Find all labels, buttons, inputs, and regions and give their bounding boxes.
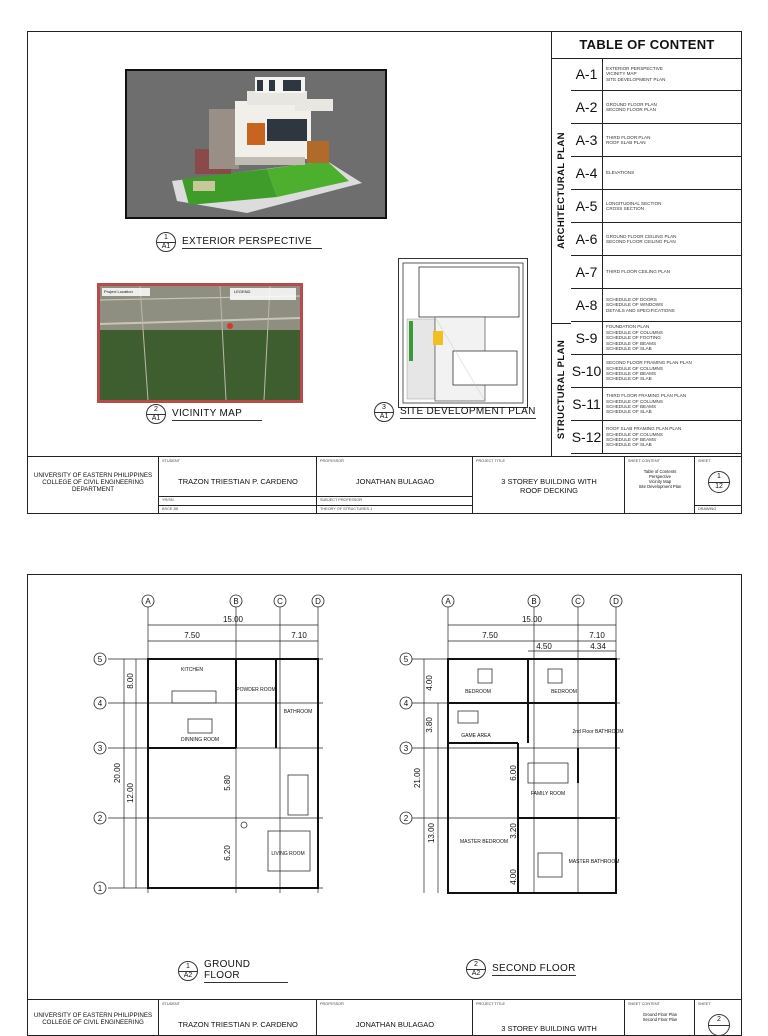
toc-item: THIRD FLOOR CEILING PLAN	[606, 269, 671, 275]
view-number: 2	[467, 960, 485, 970]
view-number-circle	[178, 961, 198, 981]
project-title-cell	[472, 457, 625, 514]
dimension: 5.80	[223, 775, 232, 791]
subject-professor-label: SUBJECT PROFESSOR	[320, 498, 363, 502]
toc-row	[571, 124, 742, 157]
toc-sheet-items	[603, 256, 670, 288]
year-label: YR/SN	[162, 498, 174, 502]
dimension: 4.00	[509, 869, 518, 885]
toc-row	[571, 58, 742, 91]
toc-item: SCHEDULE OF SLAB	[606, 442, 652, 448]
sheet-content-cell	[624, 457, 695, 514]
dimension: 4.34	[590, 642, 606, 651]
toc-sheet-items	[603, 58, 665, 90]
title-block	[28, 999, 741, 1036]
toc-sheet-items	[603, 190, 661, 222]
toc-sheet-code: A-1	[571, 58, 603, 90]
view-sheet-ref: A2	[183, 972, 193, 979]
view-title: SECOND FLOOR	[492, 962, 576, 974]
sheet-1	[27, 31, 742, 514]
grid-number: 3	[97, 744, 103, 753]
toc-sheet-items	[603, 124, 650, 156]
ground-floor-plan	[88, 593, 338, 903]
toc-row	[571, 322, 742, 355]
sheet-2	[27, 574, 742, 1036]
toc-item: SCHEDULE OF COLUMNS	[606, 398, 663, 404]
structural-plan-label: STRUCTURAL PLAN	[556, 339, 567, 440]
room-label: MASTER BATHROOM	[568, 859, 620, 865]
site-development-plan-label	[374, 402, 536, 422]
title-block	[28, 456, 741, 514]
professor-cell	[316, 1000, 473, 1036]
architectural-plan-label: ARCHITECTURAL PLAN	[556, 132, 567, 249]
map-tab-label: Project Location	[104, 289, 133, 294]
exterior-perspective-label	[156, 232, 322, 252]
sheet-number-cell	[694, 1000, 742, 1036]
toc-sheet-code: S-12	[571, 421, 603, 453]
toc-sheet-code: S-11	[571, 388, 603, 420]
dimension: 4.50	[536, 642, 552, 651]
grid-number: 2	[403, 814, 409, 823]
dimension-total: 20.00	[113, 762, 122, 784]
toc-item: VICINITY MAP	[606, 71, 637, 77]
toc-item: SCHEDULE OF BEAMS	[606, 404, 657, 409]
toc-item: SCHEDULE OF BEAMS	[606, 437, 657, 442]
sheet-content-list	[625, 469, 695, 489]
toc-sheet-code: A-4	[571, 157, 603, 189]
toc-item: SCHEDULE OF BEAMS	[606, 371, 657, 376]
view-number-circle	[146, 404, 166, 424]
dimension: 6.00	[509, 765, 518, 781]
toc-row	[571, 388, 742, 421]
toc-sheet-items	[603, 157, 634, 189]
sheet-content-item: Vicinity Map	[648, 479, 672, 484]
toc-item: SCHEDULE OF COLUMNS	[606, 329, 663, 335]
toc-row	[571, 289, 742, 322]
view-number: 3	[375, 403, 393, 413]
toc-sheet-items	[603, 421, 681, 453]
project-label: PROJECT TITLE	[476, 459, 505, 463]
dimension: 8.00	[126, 673, 135, 689]
toc-item: ELEVATIONS	[606, 170, 635, 176]
student-label: STUDENT	[162, 1002, 180, 1006]
professor-cell	[316, 457, 473, 514]
structural-plan-section	[552, 323, 571, 456]
project-title-line: 3 STOREY BUILDING WITH	[501, 1024, 597, 1033]
dimension: 4.00	[425, 675, 434, 691]
professor-label: PROFESSOR	[320, 459, 344, 463]
toc-sheet-code: A-2	[571, 91, 603, 123]
project-title-line: ROOF DECKING	[520, 486, 578, 495]
toc-item: ROOF SLAB PLAN	[606, 140, 646, 145]
student-cell	[158, 457, 317, 514]
toc-row	[571, 256, 742, 289]
sheet-content-label: SHEET CONTENT	[628, 459, 660, 463]
toc-sheet-code: A-7	[571, 256, 603, 288]
architectural-plan-section	[552, 58, 571, 324]
toc-sheet-code: A-3	[571, 124, 603, 156]
sheet-total: 12	[715, 483, 723, 490]
dimension: 7.50	[482, 631, 498, 640]
room-label: FAMILY ROOM	[530, 791, 566, 797]
view-sheet-ref: A1	[161, 243, 171, 250]
toc-item: CROSS SECTION	[606, 206, 645, 211]
toc-sheet-items	[603, 355, 692, 387]
grid-letter: C	[575, 597, 581, 606]
ground-floor-label	[178, 959, 288, 983]
toc-sheet-code: S-9	[571, 322, 603, 354]
toc-item: SECOND FLOOR PLAN	[606, 107, 657, 112]
second-floor-label	[466, 959, 576, 979]
grid-number: 4	[403, 699, 409, 708]
toc-item: DETAILS AND SPECIFICATIONS	[606, 307, 675, 313]
toc-item: SCHEDULE OF DOORS	[606, 296, 657, 302]
toc-title: TABLE OF CONTENT	[552, 32, 742, 59]
view-title: SITE DEVELOPMENT PLAN	[400, 405, 536, 417]
toc-item: EXTERIOR PERSPECTIVE	[606, 65, 663, 71]
room-label: BATHROOM	[283, 709, 313, 715]
project-title-cell	[472, 1000, 625, 1036]
toc-sheet-code: S-10	[571, 355, 603, 387]
toc-row	[571, 190, 742, 223]
grid-letter: C	[277, 597, 283, 606]
view-sheet-ref: A1	[151, 415, 161, 422]
toc-item: LONGITUDINAL SECTION	[606, 200, 662, 206]
view-number: 1	[157, 233, 175, 243]
view-sheet-ref: A1	[379, 413, 389, 420]
toc-item: SECOND FLOOR CEILING PLAN	[606, 239, 676, 244]
dimension: 7.10	[291, 631, 307, 640]
dimension-total: 15.00	[521, 615, 543, 624]
dimension: 7.10	[589, 631, 605, 640]
student-cell	[158, 1000, 317, 1036]
sheet-content-cell	[624, 1000, 695, 1036]
grid-number: 2	[97, 814, 103, 823]
room-label: 2nd Floor BATHROOM	[572, 729, 624, 735]
toc-sheet-code: A-6	[571, 223, 603, 255]
toc-row	[571, 421, 742, 454]
school-line: UNIVERSITY OF EASTERN PHILIPPINES	[33, 1012, 153, 1019]
grid-letter: D	[315, 597, 321, 606]
second-floor-plan	[398, 593, 648, 903]
toc-sheet-items	[603, 388, 686, 420]
sheet-content-list	[625, 1012, 695, 1022]
toc-item: SECOND FLOOR FRAMING PLAN PLAN	[606, 360, 692, 366]
room-label: BEDROOM	[465, 689, 491, 695]
view-title: EXTERIOR PERSPECTIVE	[182, 236, 322, 249]
sheet-content-item: Second Floor Plan	[642, 1017, 678, 1022]
professor-name: JONATHAN BULAGAO	[355, 1020, 435, 1029]
dimension: 6.20	[223, 845, 232, 861]
school-line: COLLEGE OF CIVIL ENGINEERING	[42, 1019, 144, 1026]
map-legend-label: LEGEND	[234, 289, 251, 294]
grid-number: 4	[97, 699, 103, 708]
grid-number: 5	[403, 655, 409, 664]
school-line: DEPARTMENT	[71, 486, 115, 493]
view-number: 2	[147, 405, 165, 415]
view-title: GROUND FLOOR	[204, 959, 288, 983]
sheet-number-circle	[708, 471, 730, 493]
toc-row	[571, 355, 742, 388]
toc-sheet-items	[603, 322, 663, 354]
room-label: POWDER ROOM	[236, 687, 276, 693]
grid-letter: D	[613, 597, 619, 606]
vicinity-map-label	[146, 404, 262, 424]
dimension: 3.80	[425, 717, 434, 733]
site-development-plan	[398, 258, 528, 408]
toc-item: GROUND FLOOR PLAN	[606, 101, 657, 107]
toc-item: GROUND FLOOR CEILING PLAN	[606, 233, 677, 239]
grid-letter: B	[233, 597, 239, 606]
toc-row	[571, 157, 742, 190]
room-label: BEDROOM	[551, 689, 577, 695]
dimension: 7.50	[184, 631, 200, 640]
toc-row	[571, 223, 742, 256]
toc-item: SCHEDULE OF WINDOWS	[606, 302, 664, 308]
room-label: KITCHEN	[181, 667, 203, 673]
toc-sheet-code: A-5	[571, 190, 603, 222]
grid-letter: A	[445, 597, 451, 606]
sheet-content-item: Perspective	[649, 474, 671, 479]
course: BSCE 3B	[162, 507, 179, 511]
view-number-circle	[156, 232, 176, 252]
dimension: 13.00	[427, 822, 436, 844]
toc-item: SCHEDULE OF COLUMNS	[606, 431, 663, 437]
subject: THEORY OF STRUCTURES 1	[320, 507, 373, 511]
view-sheet-ref: A2	[471, 970, 481, 977]
view-title: VICINITY MAP	[172, 408, 262, 421]
sheet-content-label: SHEET CONTENT	[628, 1002, 660, 1006]
sheet-label: SHEET	[698, 459, 711, 463]
toc-item: FOUNDATION PLAN	[606, 324, 650, 330]
professor-name: JONATHAN BULAGAO	[355, 477, 435, 486]
dimension-total: 15.00	[222, 615, 244, 624]
toc-item: THIRD FLOOR PLAN	[606, 134, 651, 140]
sheet-number: 1	[709, 472, 729, 483]
dimension-total: 21.00	[413, 767, 422, 789]
room-label: GAME AREA	[461, 733, 491, 739]
toc-item: SCHEDULE OF BEAMS	[606, 340, 657, 346]
exterior-perspective-render	[125, 69, 387, 219]
toc-item: SCHEDULE OF SLAB	[606, 409, 652, 415]
room-label: MASTER BEDROOM	[459, 839, 509, 845]
toc-sheet-items	[603, 223, 676, 255]
dimension: 12.00	[126, 782, 135, 804]
grid-number: 5	[97, 655, 103, 664]
grid-letter: A	[145, 597, 151, 606]
toc-item: SCHEDULE OF COLUMNS	[606, 365, 663, 371]
grid-number: 1	[97, 884, 103, 893]
view-number: 1	[179, 962, 197, 972]
toc-item: ROOF SLAB FRAMING PLAN PLAN	[606, 426, 682, 432]
drawing-label: DRAWING	[698, 507, 717, 511]
grid-number: 3	[403, 744, 409, 753]
toc-sheet-code: A-8	[571, 289, 603, 321]
student-label: STUDENT	[162, 459, 180, 463]
toc-sheet-items	[603, 91, 657, 123]
student-name: TRAZON TRIESTIAN P. CARDENO	[178, 1020, 298, 1029]
project-label: PROJECT TITLE	[476, 1002, 505, 1006]
toc-item: SCHEDULE OF SLAB	[606, 346, 652, 352]
sheet-number: 2	[709, 1015, 729, 1026]
toc-sheet-items	[603, 289, 675, 321]
sheet-content-item: Table of Contents	[643, 469, 677, 474]
view-number-circle	[466, 959, 486, 979]
room-label: DINNING ROOM	[180, 737, 220, 743]
toc-row	[571, 91, 742, 124]
school-line: UNIVERSITY OF EASTERN PHILIPPINES	[33, 472, 153, 479]
grid-letter: B	[531, 597, 537, 606]
vicinity-map	[97, 283, 303, 403]
toc-item: THIRD FLOOR FRAMING PLAN PLAN	[606, 393, 687, 399]
sheet-label: SHEET	[698, 1002, 711, 1006]
sheet-content-item: Ground Floor Plan	[642, 1012, 678, 1017]
school-line: COLLEGE OF CIVIL ENGINEERING	[42, 479, 144, 486]
table-of-content	[551, 32, 742, 456]
school-name	[30, 472, 156, 493]
room-label: LIVING ROOM	[271, 851, 305, 857]
toc-item: SCHEDULE OF FOOTING	[606, 335, 661, 341]
sheet-content-item: Site Development Plan	[638, 484, 682, 489]
sheet-number-cell	[694, 457, 742, 514]
sheet-number-circle	[708, 1014, 730, 1036]
project-title-line: 3 STOREY BUILDING WITH	[501, 477, 597, 486]
toc-item: SCHEDULE OF SLAB	[606, 376, 652, 382]
student-name: TRAZON TRIESTIAN P. CARDENO	[178, 477, 298, 486]
toc-item: SITE DEVELOPMENT PLAN	[606, 76, 666, 82]
dimension: 3.20	[509, 823, 518, 839]
view-number-circle	[374, 402, 394, 422]
professor-label: PROFESSOR	[320, 1002, 344, 1006]
